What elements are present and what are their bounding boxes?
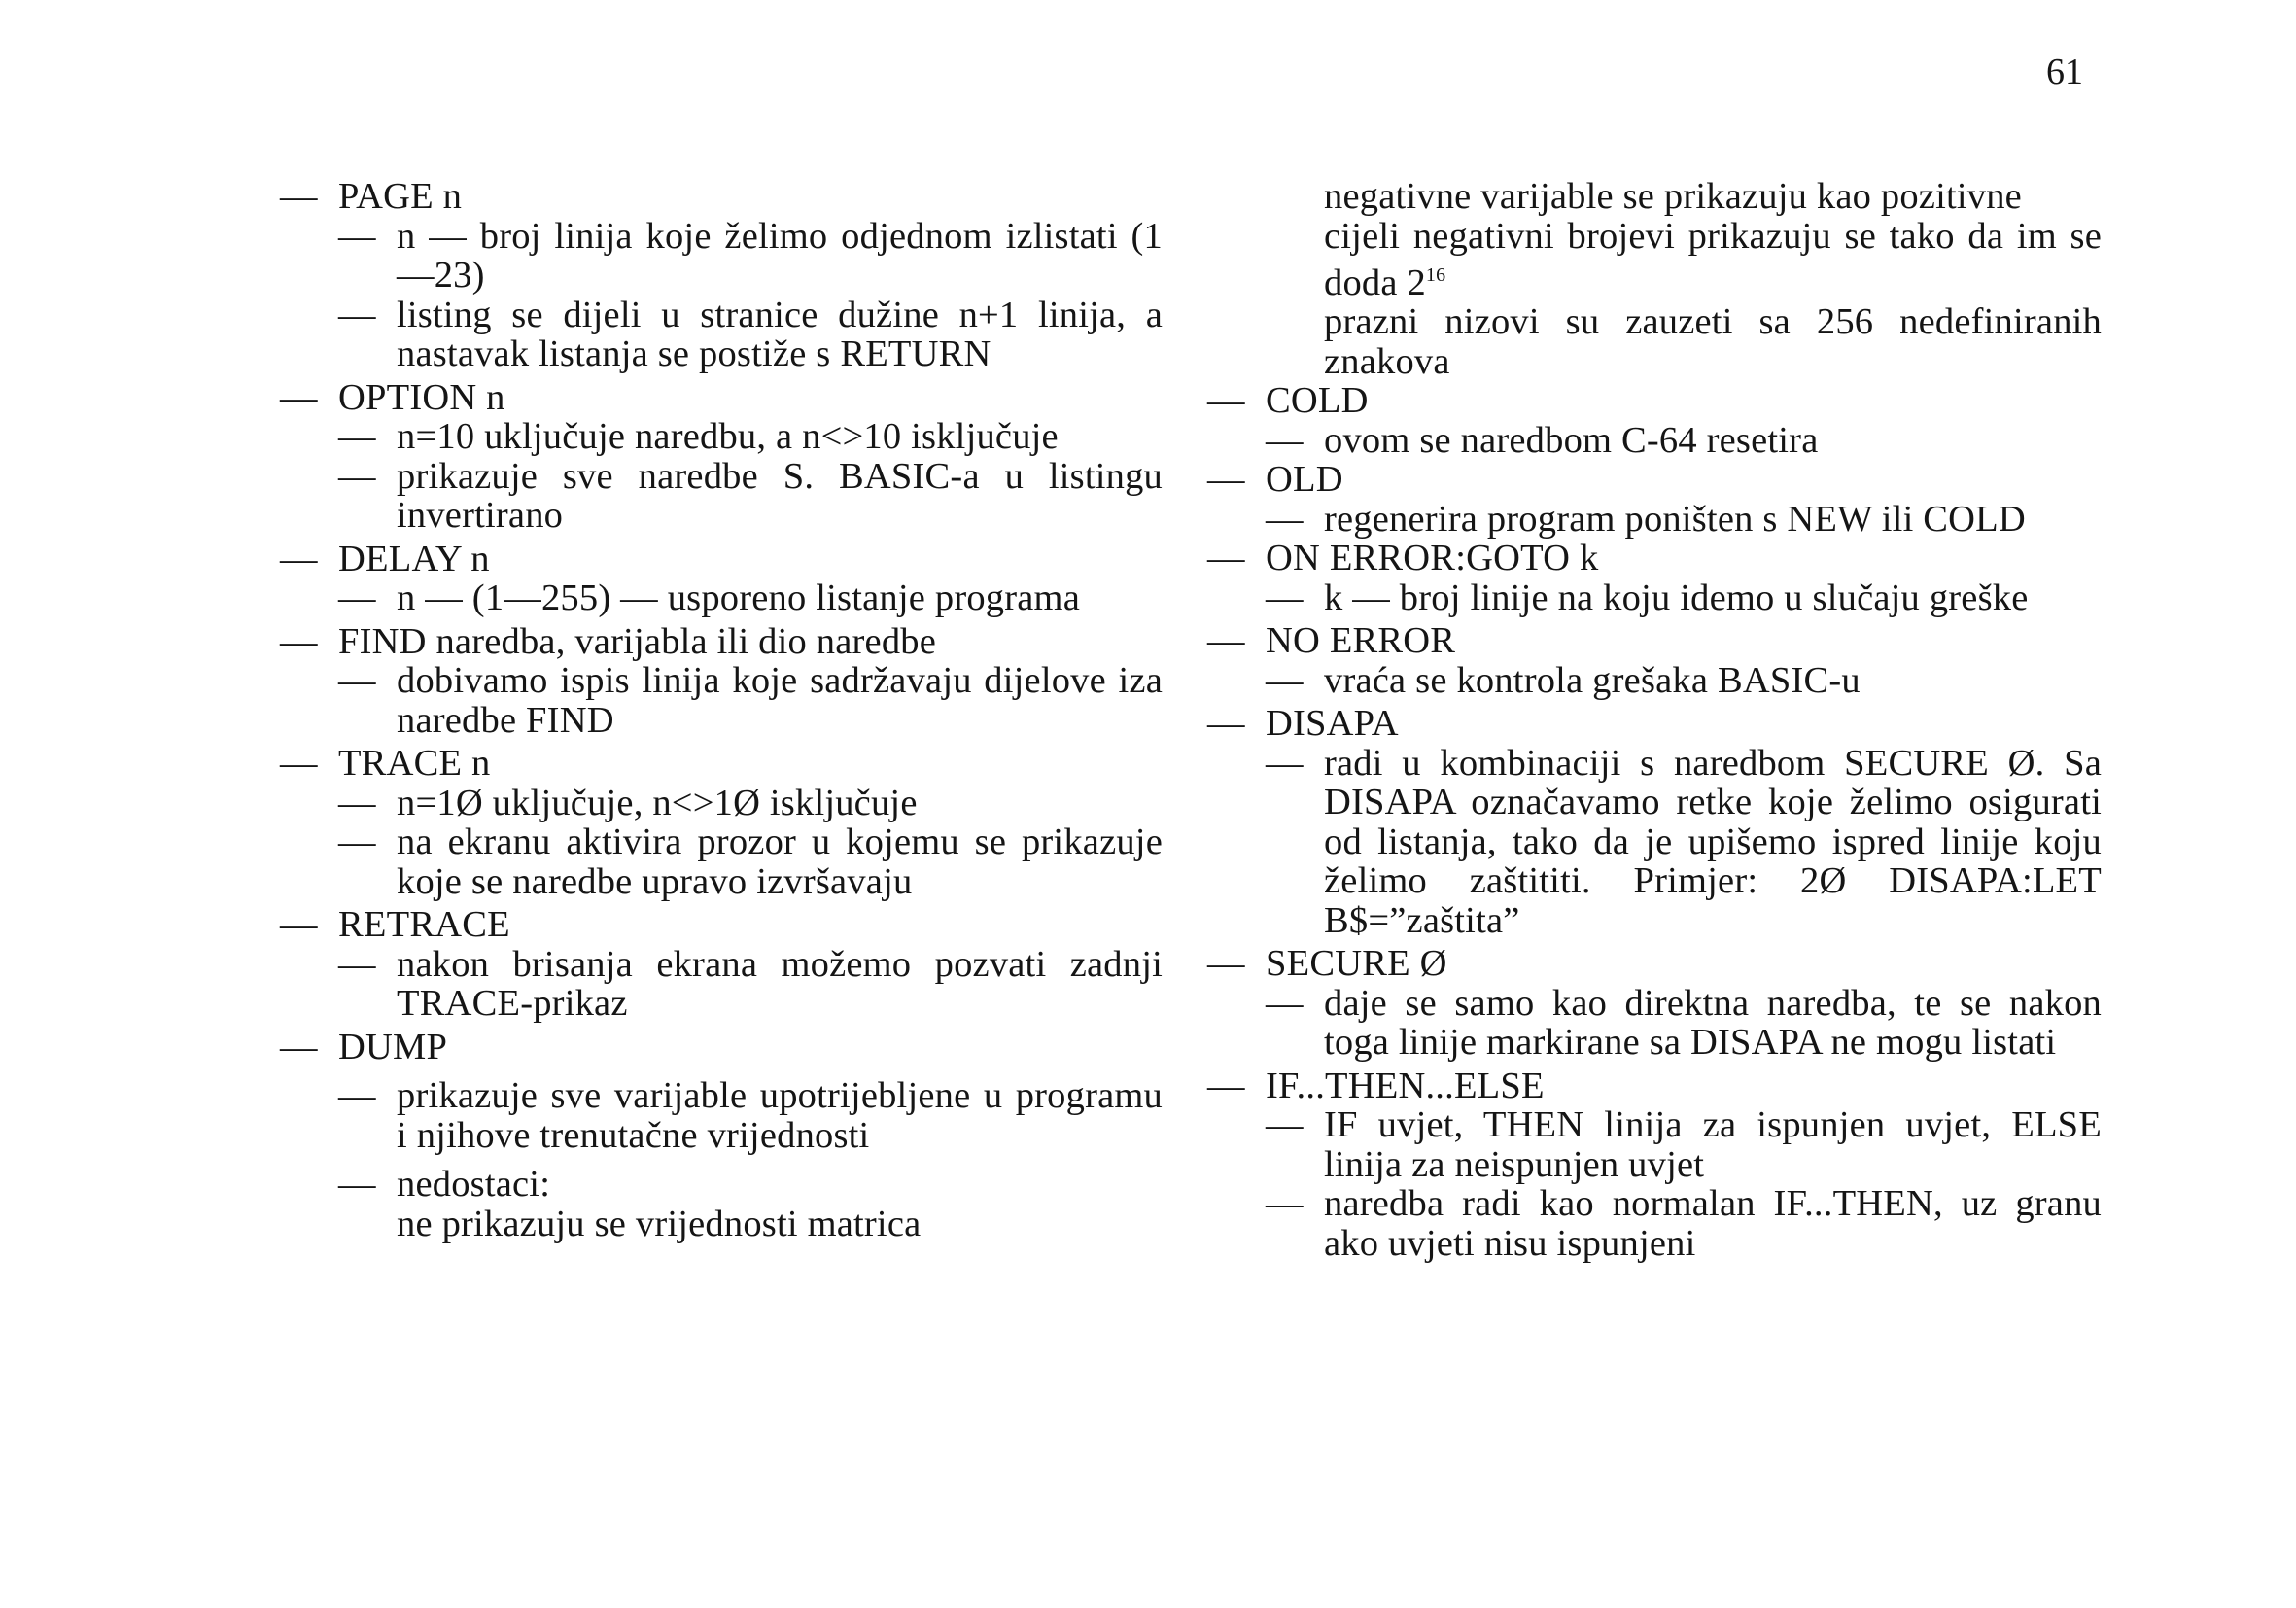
entry-title: DISAPA xyxy=(1266,703,1399,745)
subitem-dash: — xyxy=(1266,742,1304,784)
entry-title: TRACE n xyxy=(338,743,491,784)
entry-secure xyxy=(1207,944,2102,984)
entry-title: DUMP xyxy=(338,1026,448,1067)
secure-subitem xyxy=(1207,984,2102,1063)
subitem-dash: — xyxy=(338,1075,376,1116)
entry-title: IF...THEN...ELSE xyxy=(1266,1065,1545,1106)
subitem-dash: — xyxy=(338,416,376,457)
on-error-subitem xyxy=(1207,578,2102,618)
entry-option xyxy=(280,378,1163,418)
subitem-text: prikazuje sve varijable upotrijebljene u programu i njihove trenutačne vrijednosti xyxy=(397,1075,1163,1156)
subitem-dash: — xyxy=(1266,1183,1304,1225)
no-error-subitem xyxy=(1207,661,2102,701)
entry-dash: — xyxy=(280,1026,318,1067)
subitem-dash: — xyxy=(338,215,376,257)
entry-find xyxy=(280,622,1163,662)
entry-title: OPTION n xyxy=(338,376,505,418)
entry-dash: — xyxy=(280,538,318,579)
entry-dash: — xyxy=(1207,620,1245,662)
cold-subitem xyxy=(1207,421,2102,461)
subitem-dash: — xyxy=(1266,498,1304,540)
subitem-text: ovom se naredbom C-64 resetira xyxy=(1324,419,1819,461)
subitem-text: nakon brisanja ekrana možemo pozvati zadnji TRACE-prikaz xyxy=(397,943,1163,1024)
entry-dash: — xyxy=(1207,943,1245,985)
subitem-text: prikazuje sve naredbe S. BASIC-a u listingu invertirano xyxy=(397,455,1163,536)
trace-subitem xyxy=(280,822,1163,901)
exponent: 16 xyxy=(1425,264,1446,286)
subitem-text: n=1Ø uključuje, n<>1Ø isključuje xyxy=(397,782,918,823)
page-number: 61 xyxy=(2046,52,2083,92)
find-subitem xyxy=(280,661,1163,740)
page-subitem xyxy=(280,217,1163,296)
delay-subitem xyxy=(280,578,1163,618)
entry-retrace xyxy=(280,905,1163,945)
entry-delay xyxy=(280,540,1163,579)
subitem-text: vraća se kontrola grešaka BASIC-u xyxy=(1324,659,1861,701)
subitem-text: na ekranu aktivira prozor u kojemu se prikazuje koje se naredbe upravo izvršavaju xyxy=(397,821,1163,902)
entry-dash: — xyxy=(280,176,318,217)
subitem-text: regenerira program poništen s NEW ili COLD xyxy=(1324,498,2026,540)
subitem-dash: — xyxy=(338,1164,376,1205)
option-subitem xyxy=(280,417,1163,457)
entry-title: SECURE Ø xyxy=(1266,943,1447,985)
subitem-text: radi u kombinaciji s naredbom SECURE Ø. Sa DISAPA označavamo retke koje želimo osigurati od listanja, tako da je upišemo ispred linije koju želimo zaštititi. Primjer: 2Ø DISAPA:LET B$=”zaštita” xyxy=(1324,742,2102,941)
entry-title: NO ERROR xyxy=(1266,620,1456,662)
left-column xyxy=(280,177,1163,1243)
entry-no-error xyxy=(1207,621,2102,661)
page-subitem xyxy=(280,296,1163,374)
dump-subitem xyxy=(280,1076,1163,1155)
entry-dash: — xyxy=(1207,380,1245,422)
continued-text-body: cijeli negativni brojevi prikazuju se tako da im se doda 2 xyxy=(1324,215,2102,303)
subitem-text: listing se dijeli u stranice dužine n+1 linija, a nastavak listanja se postiže s RETURN xyxy=(397,294,1163,374)
entry-if-then-else xyxy=(1207,1066,2102,1106)
subitem-dash: — xyxy=(338,943,376,985)
if-then-else-subitem xyxy=(1207,1105,2102,1184)
continued-text: negativne varijable se prikazuju kao pozitivne xyxy=(1324,176,2022,217)
subitem-dash: — xyxy=(338,455,376,497)
entry-page xyxy=(280,177,1163,217)
subitem-text: n — broj linija koje želimo odjednom izlistati (1—23) xyxy=(397,215,1163,296)
subitem-dash: — xyxy=(338,782,376,823)
subitem-dash: — xyxy=(338,294,376,335)
subitem-dash: — xyxy=(1266,577,1304,618)
dump-subitem xyxy=(280,1165,1163,1205)
subitem-text: daje se samo kao direktna naredba, te se nakon toga linije markirane sa DISAPA ne mogu listati xyxy=(1324,982,2102,1064)
subitem-text: naredba radi kao normalan IF...THEN, uz granu ako uvjeti nisu ispunjeni xyxy=(1324,1183,2102,1264)
entry-old xyxy=(1207,460,2102,500)
entry-title: FIND naredba, varijabla ili dio naredbe xyxy=(338,620,937,662)
disapa-subitem xyxy=(1207,744,2102,941)
right-column xyxy=(1207,177,2102,1263)
subitem-dash: — xyxy=(338,577,376,618)
entry-disapa xyxy=(1207,704,2102,744)
subitem-dash: — xyxy=(1266,1104,1304,1146)
entry-title: DELAY n xyxy=(338,538,490,579)
entry-title: ON ERROR:GOTO k xyxy=(1266,538,1599,579)
entry-title: COLD xyxy=(1266,380,1369,422)
if-then-else-subitem xyxy=(1207,1184,2102,1263)
entry-dash: — xyxy=(280,620,318,662)
subitem-text: nedostaci: xyxy=(397,1164,551,1205)
entry-trace xyxy=(280,744,1163,784)
entry-dash: — xyxy=(280,376,318,418)
subitem-dash: — xyxy=(338,821,376,862)
entry-dash: — xyxy=(280,743,318,784)
entry-dash: — xyxy=(280,904,318,945)
dump-subitem-continuation: ne prikazuju se vrijednosti matrica xyxy=(397,1203,922,1244)
option-subitem xyxy=(280,457,1163,536)
subitem-text: n — (1—255) — usporeno listanje programa xyxy=(397,577,1080,618)
entry-on-error xyxy=(1207,539,2102,578)
subitem-dash: — xyxy=(1266,419,1304,461)
subitem-text: k — broj linije na koju idemo u slučaju greške xyxy=(1324,577,2029,618)
continued-text: prazni nizovi su zauzeti sa 256 nedefiniranih znakova xyxy=(1324,301,2102,382)
subitem-dash: — xyxy=(1266,982,1304,1024)
subitem-dash: — xyxy=(1266,659,1304,701)
entry-title: PAGE n xyxy=(338,176,463,217)
entry-dump xyxy=(280,1028,1163,1067)
entry-title: RETRACE xyxy=(338,904,510,945)
entry-dash: — xyxy=(1207,703,1245,745)
entry-dash: — xyxy=(1207,538,1245,579)
continued-text xyxy=(1207,217,2102,303)
subitem-text: IF uvjet, THEN linija za ispunjen uvjet, ELSE linija za neispunjen uvjet xyxy=(1324,1104,2102,1185)
entry-title: OLD xyxy=(1266,459,1343,501)
trace-subitem xyxy=(280,784,1163,823)
entry-cold xyxy=(1207,381,2102,421)
retrace-subitem xyxy=(280,945,1163,1024)
subitem-text: dobivamo ispis linija koje sadržavaju dijelove iza naredbe FIND xyxy=(397,660,1163,741)
subitem-dash: — xyxy=(338,660,376,701)
entry-dash: — xyxy=(1207,459,1245,501)
subitem-text: n=10 uključuje naredbu, a n<>10 isključuje xyxy=(397,416,1059,457)
entry-dash: — xyxy=(1207,1065,1245,1106)
old-subitem xyxy=(1207,500,2102,540)
